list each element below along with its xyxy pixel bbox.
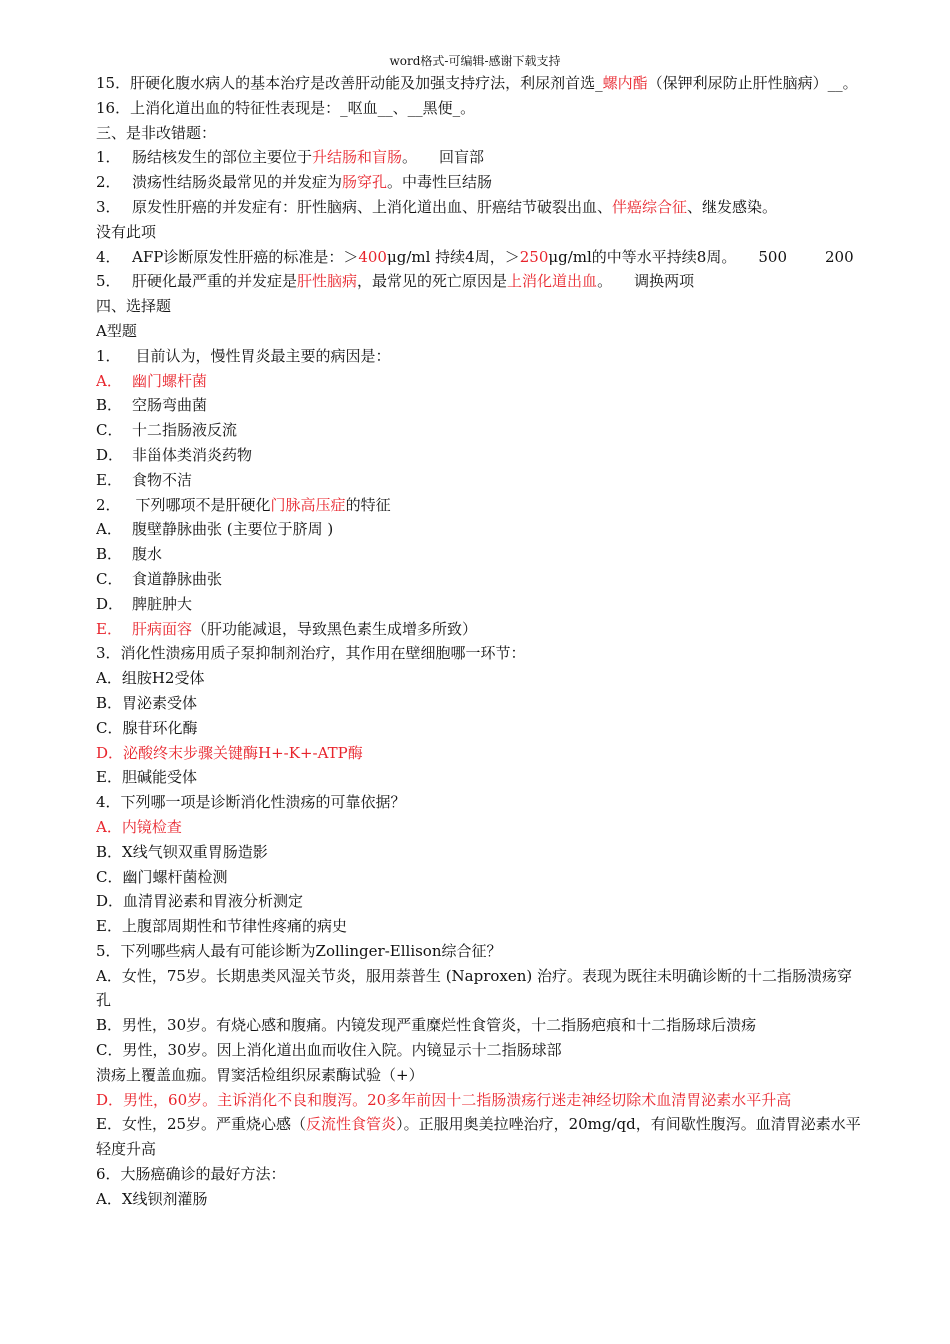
tf-item-5: 5． 肝硬化最严重的并发症是肝性脑病，最常见的死亡原因是上消化道出血。 调换两项: [96, 272, 695, 291]
mc-q1-option-c: C． 十二指肠液反流: [96, 421, 238, 440]
mc-q5-option-c-cont: 溃疡上覆盖血痂。胃窦活检组织尿素酶试验（+）: [96, 1065, 424, 1084]
mc-q5-option-d: D．男性，60岁。主诉消化不良和腹泻。20多年前因十二指肠溃疡行迷走神经切除术血清胃泌素水平升高: [96, 1090, 792, 1109]
mc-q3-option-d: D．泌酸终末步骤关键酶H+-K+-ATP酶: [96, 743, 363, 762]
mc-q5-option-a: A．女性，75岁。长期患类风湿关节炎，服用萘普生 (Naproxen) 治疗。表现为既往未明确诊断的十二指肠溃疡穿孔: [96, 966, 853, 1010]
tf-item-3: 3． 原发性肝癌的并发症有：肝性脑病、上消化道出血、肝癌结节破裂出血、伴癌综合征、继发感染。: [96, 197, 778, 216]
page-header: word格式-可编辑-感谢下载支持: [389, 54, 561, 68]
tf-item-3-note: 没有此项: [96, 222, 157, 241]
document-body: [96, 71, 866, 1212]
question-16: 16．上消化道出血的特征性表现是：_呕血__、__黑便_。: [96, 98, 476, 117]
correction: 回盲部: [439, 148, 485, 167]
mc-q5-option-b: B．男性，30岁。有烧心感和腹痛。内镜发现严重糜烂性食管炎，十二指肠疤痕和十二指肠球后溃疡: [96, 1016, 757, 1035]
question-15: 15．肝硬化腹水病人的基本治疗是改善肝动能及加强支持疗法，利尿剂首选_螺内酯（保钾利尿防止肝性脑病）__。: [96, 74, 858, 92]
mc-q4-option-b: B．X线气钡双重胃肠造影: [96, 842, 268, 861]
answer-highlight: 螺内酯: [602, 74, 648, 92]
mc-q2-option-d: D． 脾脏肿大: [96, 594, 193, 613]
mc-q2-option-b: B． 腹水: [96, 545, 163, 564]
tf-item-1: 1． 肠结核发生的部位主要位于升结肠和盲肠。 回盲部: [96, 148, 485, 167]
mc-q1-option-e: E． 食物不洁: [96, 470, 193, 489]
mc-q1-option-a: A． 幽门螺杆菌: [96, 371, 208, 390]
mc-q3-option-a: A．组胺H2受体: [96, 669, 205, 688]
mc-q2-option-c: C． 食道静脉曲张: [96, 569, 223, 588]
section-title-choice: 四、选择题: [96, 297, 172, 316]
mc-q6-option-a: A．X线钡剂灌肠: [96, 1189, 208, 1208]
mc-q5-option-c: C．男性，30岁。因上消化道出血而收住入院。内镜显示十二指肠球部: [96, 1041, 562, 1060]
mc-q3: 3．消化性溃疡用质子泵抑制剂治疗，其作用在壁细胞哪一环节：: [96, 644, 526, 663]
mc-q5: 5．下列哪些病人最有可能诊断为Zollinger-Ellison综合征？: [96, 941, 502, 960]
question-type: A型题: [96, 321, 137, 340]
mc-q4-option-a: A．内镜检查: [96, 817, 182, 836]
mc-q3-option-b: B．胃泌素受体: [96, 693, 198, 712]
mc-q1: 1． 目前认为，慢性胃炎最主要的病因是：: [96, 346, 391, 365]
mc-q1-option-b: B． 空肠弯曲菌: [96, 396, 208, 415]
mc-q2: 2． 下列哪项不是肝硬化门脉高压症的特征: [96, 495, 391, 514]
section-title-true-false: 三、是非改错题：: [96, 123, 217, 142]
mc-q5-option-e: E．女性，25岁。严重烧心感（反流性食管炎）。正服用奥美拉唑治疗，20mg/qd，有间歇性腹泻。血清胃泌素水平轻度升高: [96, 1115, 861, 1159]
mc-q6: 6．大肠癌确诊的最好方法：: [96, 1165, 286, 1184]
tf-item-4: 4． AFP诊断原发性肝癌的标准是：＞400μg/ml 持续4周，＞250μg/ml的中等水平持续8周。 500 200: [96, 247, 854, 266]
mc-q3-option-e: E．胆碱能受体: [96, 768, 197, 787]
mc-q2-option-e: E． 肝病面容（肝功能减退，导致黑色素生成增多所致）: [96, 619, 478, 638]
mc-q1-option-d: D． 非甾体类消炎药物: [96, 445, 253, 464]
mc-q4: 4．下列哪一项是诊断消化性溃疡的可靠依据？: [96, 793, 406, 812]
mc-q4-option-c: C．幽门螺杆菌检测: [96, 867, 228, 886]
tf-item-2: 2． 溃疡性结肠炎最常见的并发症为肠穿孔。中毒性巨结肠: [96, 173, 493, 192]
mc-q2-option-a: A． 腹壁静脉曲张 (主要位于脐周 ): [96, 520, 334, 539]
mc-q4-option-d: D．血清胃泌素和胃液分析测定: [96, 892, 304, 911]
mc-q3-option-c: C．腺苷环化酶: [96, 718, 198, 737]
mc-q4-option-e: E．上腹部周期性和节律性疼痛的病史: [96, 917, 347, 936]
